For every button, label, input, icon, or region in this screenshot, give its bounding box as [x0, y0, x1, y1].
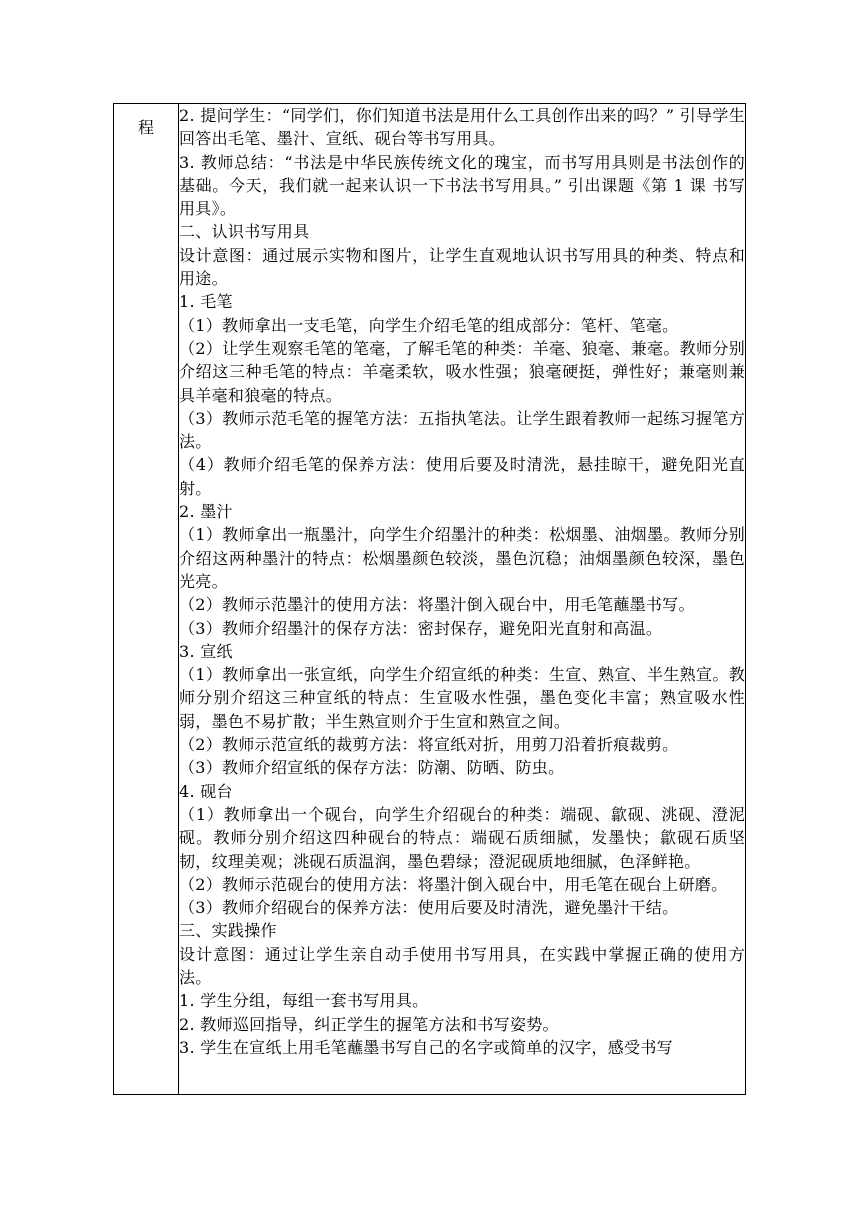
text-line: （1）教师拿出一瓶墨汁，向学生介绍墨汁的种类：松烟墨、油烟墨。教师分别介绍这两种墨汁的特点：松烟墨颜色较淡，墨色沉稳；油烟墨颜色较深，墨色光亮。: [179, 525, 745, 591]
text-line: 2. 提问学生：“同学们，你们知道书法是用什么工具创作出来的吗？” 引导学生回答出毛笔、墨汁、宣纸、砚台等书写用具。: [179, 106, 745, 149]
design-intent: 设计意图：通过展示实物和图片，让学生直观地认识书写用具的种类、特点和用途。: [179, 245, 745, 289]
text-line: 3. 学生在宣纸上用毛笔蘸墨书写自己的名字或简单的汉字，感受书写: [179, 1037, 673, 1057]
design-intent: 设计意图：通过让学生亲自动手使用书写用具，在实践中掌握正确的使用方法。: [179, 944, 745, 987]
text-line: （2）教师示范墨汁的使用方法：将墨汁倒入砚台中，用毛笔蘸墨书写。: [179, 595, 695, 615]
text-line: （3）教师介绍宣纸的保存方法：防潮、防晒、防虫。: [179, 758, 565, 778]
text-line: （1）教师拿出一支毛笔，向学生介绍毛笔的组成部分：笔杆、笔毫。: [179, 315, 679, 335]
text-line: （3）教师介绍墨汁的保存方法：密封保存，避免阳光直射和高温。: [179, 618, 663, 638]
text-line: （2）教师示范宣纸的裁剪方法：将宣纸对折，用剪刀沿着折痕裁剪。: [179, 735, 679, 755]
subheading-brush: 1. 毛笔: [179, 292, 233, 312]
text-line: 1. 学生分组，每组一套书写用具。: [179, 991, 429, 1011]
section-heading: 三、实践操作: [179, 921, 277, 941]
text-line: （3）教师介绍砚台的保养方法：使用后要及时清洗，避免墨汁干结。: [179, 898, 679, 918]
text-line: （2）让学生观察毛笔的笔毫，了解毛笔的种类：羊毫、狼毫、兼毫。教师分别介绍这三种毛笔的特点：羊毫柔软，吸水性强；狼毫硬挺，弹性好；兼毫则兼具羊毫和狼毫的特点。: [179, 338, 745, 405]
row-label-cell: [114, 104, 179, 1095]
text-line: （4）教师介绍毛笔的保养方法：使用后要及时清洗，悬挂晾干，避免阳光直射。: [179, 455, 745, 498]
text-line: （2）教师示范砚台的使用方法：将墨汁倒入砚台中，用毛笔在砚台上研磨。: [179, 874, 728, 894]
subheading-paper: 3. 宣纸: [179, 641, 233, 661]
subheading-ink: 2. 墨汁: [179, 502, 233, 522]
section-heading: 二、认识书写用具: [179, 222, 310, 242]
row-label: 程: [137, 118, 154, 137]
content-cell: [179, 104, 746, 1095]
table-row: [114, 104, 746, 1095]
subheading-inkstone: 4. 砚台: [179, 781, 233, 801]
text-line: 3. 教师总结：“书法是中华民族传统文化的瑰宝，而书写用具则是书法创作的基础。今天，我们就一起来认识一下书法书写用具。” 引出课题《第 1 课 书写用具》。: [179, 152, 745, 219]
text-line: （1）教师拿出一张宣纸，向学生介绍宣纸的种类：生宣、熟宣、半生熟宣。教师分别介绍这三种宣纸的特点：生宣吸水性强，墨色变化丰富；熟宣吸水性弱，墨色不易扩散；半生熟宣则介于生宣和熟宣之间。: [179, 665, 745, 731]
text-line: （1）教师拿出一个砚台，向学生介绍砚台的种类：端砚、歙砚、洮砚、澄泥砚。教师分别介绍这四种砚台的特点：端砚石质细腻，发墨快；歙砚石质坚韧，纹理美观；洮砚石质温润，墨色碧绿；澄泥砚质地细腻，色泽鲜艳。: [179, 804, 745, 871]
lesson-plan-table: [113, 103, 746, 1095]
text-line: 2. 教师巡回指导，纠正学生的握笔方法和书写姿势。: [179, 1014, 559, 1034]
text-line: （3）教师示范毛笔的握笔方法：五指执笔法。让学生跟着教师一起练习握笔方法。: [179, 408, 745, 452]
